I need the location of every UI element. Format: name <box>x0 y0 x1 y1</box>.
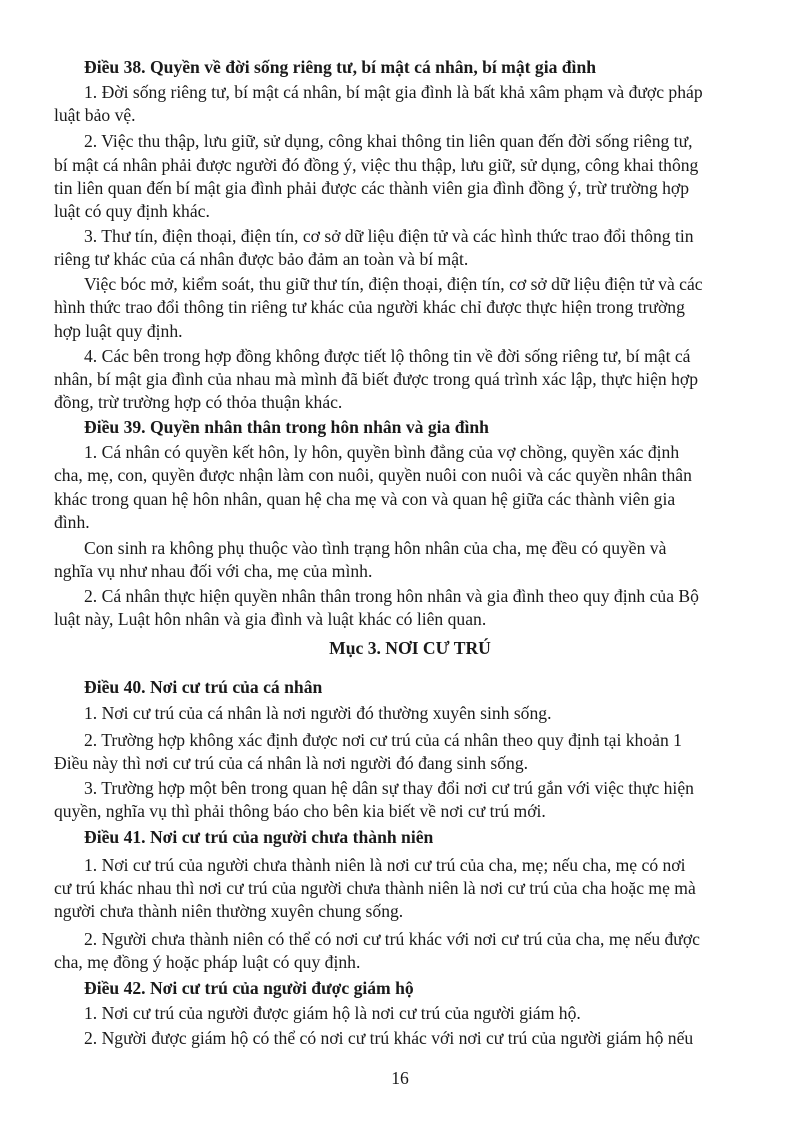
text-line: 2. Trường hợp không xác định được nơi cư trú của cá nhân theo quy định tại khoản 1 <box>84 730 682 750</box>
text-line: cha, mẹ đồng ý hoặc pháp luật có quy định. <box>54 952 361 972</box>
text-line: 4. Các bên trong hợp đồng không được tiết lộ thông tin về đời sống riêng tư, bí mật cá <box>84 346 691 366</box>
text-line: 3. Trường hợp một bên trong quan hệ dân sự thay đổi nơi cư trú gắn với việc thực hiện <box>84 778 694 798</box>
text-line: 2. Việc thu thập, lưu giữ, sử dụng, công khai thông tin liên quan đến đời sống riêng tư, <box>84 131 693 151</box>
text-line: bí mật cá nhân phải được người đó đồng ý, việc thu thập, lưu giữ, sử dụng, công khai thông <box>54 155 699 175</box>
text-line: 1. Cá nhân có quyền kết hôn, ly hôn, quyền bình đẳng của vợ chồng, quyền xác định <box>84 442 680 462</box>
text-line: 2. Người chưa thành niên có thể có nơi cư trú khác với nơi cư trú của cha, mẹ nếu được <box>84 929 700 949</box>
text-line: đồng, trừ trường hợp có thỏa thuận khác. <box>54 392 343 412</box>
text-line: nhân, bí mật gia đình của nhau mà mình đã biết được trong quá trình xác lập, thực hiện hợp <box>54 369 699 389</box>
text-line: 1. Nơi cư trú của người được giám hộ là nơi cư trú của người giám hộ. <box>84 1003 581 1023</box>
section-title-muc-3: Mục 3. NƠI CƯ TRÚ <box>329 638 491 658</box>
text-line: luật có quy định khác. <box>54 201 210 221</box>
text-line: luật này, Luật hôn nhân và gia đình và luật khác có liên quan. <box>54 609 487 629</box>
text-line: tin liên quan đến bí mật gia đình phải được các thành viên gia đình đồng ý, trừ trường hợp <box>54 178 690 198</box>
heading-dieu-40: Điều 40. Nơi cư trú của cá nhân <box>84 677 323 697</box>
heading-dieu-39: Điều 39. Quyền nhân thân trong hôn nhân và gia đình <box>84 417 489 437</box>
text-line: 2. Người được giám hộ có thể có nơi cư trú khác với nơi cư trú của người giám hộ nếu <box>84 1028 694 1048</box>
text-line: hợp luật quy định. <box>54 321 183 341</box>
text-line: 3. Thư tín, điện thoại, điện tín, cơ sở dữ liệu điện tử và các hình thức trao đổi thông tin <box>84 226 694 246</box>
text-line: riêng tư khác của cá nhân được bảo đảm an toàn và bí mật. <box>54 249 469 269</box>
text-line: nghĩa vụ như nhau đối với cha, mẹ của mình. <box>54 561 373 581</box>
text-line: 1. Nơi cư trú của người chưa thành niên là nơi cư trú của cha, mẹ; nếu cha, mẹ có nơi <box>84 855 686 875</box>
text-line: hình thức trao đổi thông tin riêng tư khác của người khác chỉ được thực hiện trong trường <box>54 297 685 317</box>
text-line: 1. Nơi cư trú của cá nhân là nơi người đó thường xuyên sinh sống. <box>84 703 552 723</box>
text-line: khác trong quan hệ hôn nhân, quan hệ cha mẹ và con và quan hệ giữa các thành viên gia <box>54 489 676 509</box>
heading-dieu-41: Điều 41. Nơi cư trú của người chưa thành niên <box>84 827 434 847</box>
text-line: đình. <box>54 512 90 532</box>
text-line: 2. Cá nhân thực hiện quyền nhân thân trong hôn nhân và gia đình theo quy định của Bộ <box>84 586 699 606</box>
text-line: cư trú khác nhau thì nơi cư trú của người chưa thành niên là nơi cư trú của cha hoặc mẹ mà <box>54 878 696 898</box>
heading-dieu-42: Điều 42. Nơi cư trú của người được giám hộ <box>84 978 414 998</box>
text-line: 1. Đời sống riêng tư, bí mật cá nhân, bí mật gia đình là bất khả xâm phạm và được pháp <box>84 82 703 102</box>
text-line: cha, mẹ, con, quyền được nhận làm con nuôi, quyền nuôi con nuôi và các quyền nhân thân <box>54 465 692 485</box>
text-line: quyền, nghĩa vụ thì phải thông báo cho bên kia biết về nơi cư trú mới. <box>54 801 546 821</box>
text-line: Con sinh ra không phụ thuộc vào tình trạng hôn nhân của cha, mẹ đều có quyền và <box>84 538 667 558</box>
text-line: Việc bóc mở, kiểm soát, thu giữ thư tín, điện thoại, điện tín, cơ sở dữ liệu điện tử và các <box>84 274 703 294</box>
text-line: Điều này thì nơi cư trú của cá nhân là nơi người đó đang sinh sống. <box>54 753 529 773</box>
heading-dieu-38: Điều 38. Quyền về đời sống riêng tư, bí mật cá nhân, bí mật gia đình <box>84 57 597 77</box>
page-number: 16 <box>391 1068 409 1088</box>
text-line: luật bảo vệ. <box>54 105 136 125</box>
text-line: người chưa thành niên thường xuyên chung sống. <box>54 901 404 921</box>
